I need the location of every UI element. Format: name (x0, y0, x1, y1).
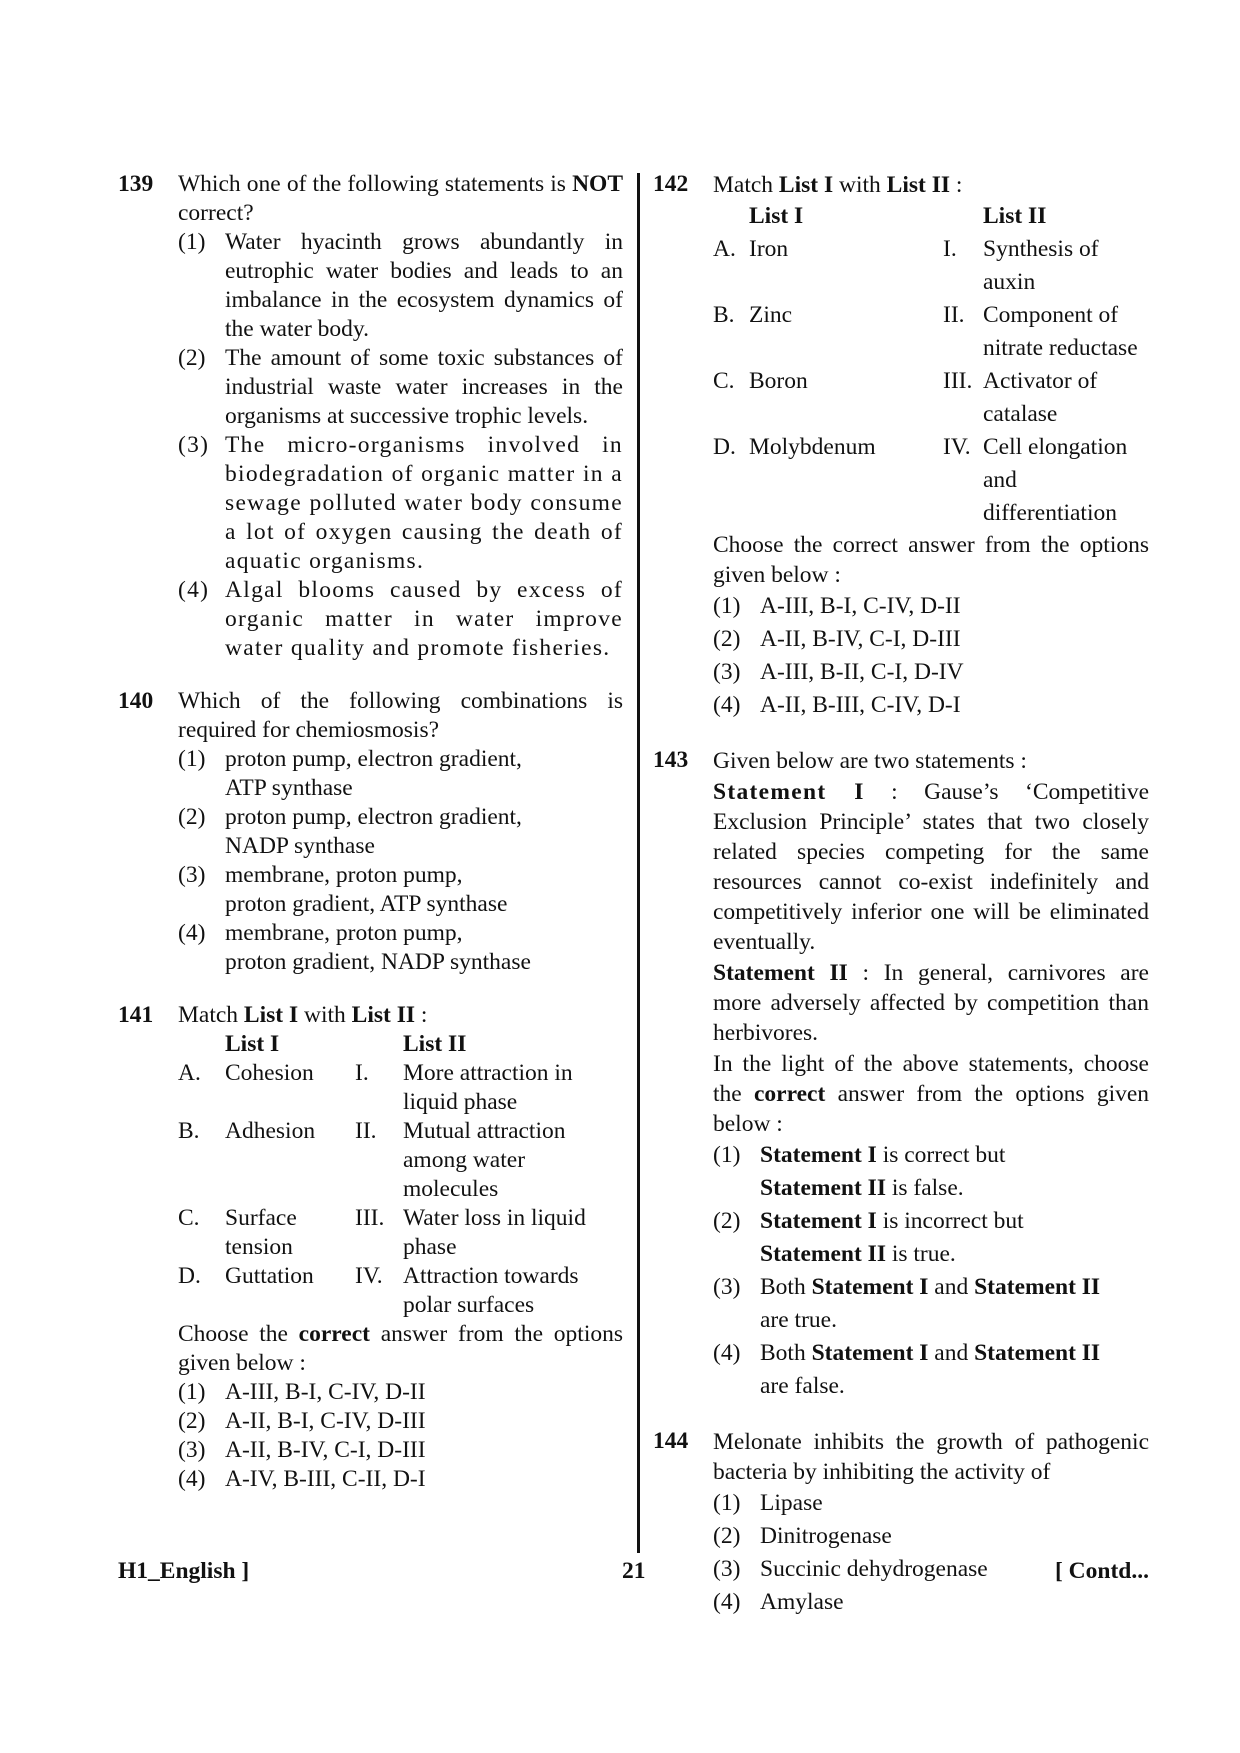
option-2[interactable]: (2) A-II, B-IV, C-I, D-III (713, 626, 961, 652)
option-1[interactable]: (1) Lipase (713, 1490, 823, 1516)
option-3[interactable]: (3) Succinic dehydrogenase (713, 1556, 988, 1582)
footer-booklet-code: H1_English ] (118, 1558, 250, 1584)
option-1[interactable]: (1) proton pump, electron gradient, ATP synthase (178, 746, 522, 801)
option-2[interactable]: (2) proton pump, electron gradient, NADP synthase (178, 804, 522, 859)
footer-page-number: 21 (622, 1558, 646, 1584)
question-number: 144 (653, 1428, 689, 1454)
option-2[interactable]: (2) Dinitrogenase (713, 1523, 892, 1549)
list-2-header: List II (403, 1031, 467, 1057)
list-1-header: List I (225, 1031, 280, 1057)
option-3[interactable]: (3) A-III, B-II, C-I, D-IV (713, 659, 964, 685)
option-2[interactable]: (2) Statement I is incorrect but Statement II is true. (713, 1208, 1024, 1267)
question-144 (653, 1427, 1149, 1619)
question-number: 141 (118, 1002, 154, 1028)
option-3[interactable]: (3) Both Statement I and Statement II are true. (713, 1274, 1101, 1333)
question-stem: Given below are two statements : (713, 748, 1027, 774)
question-number: 139 (118, 171, 154, 197)
choose-instruction: Choose the correct answer from the options given below : (713, 532, 1149, 588)
option-4[interactable]: (4) Algal blooms caused by excess of organic matter in water improve water quality and promote fisheries. (178, 577, 623, 661)
match-table: List I List II A. Cohesion I. More attraction in liquid phase B. Adhesion II. Mutual attraction among water molecules C. Surface tension III. Water loss in liquid phase D. Guttation IV. Attraction towards polar surfaces (178, 1030, 623, 1320)
option-4[interactable]: (4) A-IV, B-III, C-II, D-I (178, 1466, 426, 1492)
option-3[interactable]: (3) membrane, proton pump, proton gradient, ATP synthase (178, 862, 508, 917)
question-stem: Match List I with List II : (713, 172, 963, 198)
question-stem: Which of the following combinations is required for chemiosmosis? (178, 688, 623, 743)
option-2[interactable]: (2) A-II, B-I, C-IV, D-III (178, 1408, 426, 1434)
question-143 (653, 746, 1149, 1403)
match-table: List I List II A. Iron I. Synthesis of auxin B. Zinc II. Component of nitrate reductase C. Boron III. Activator of catalase D. Molybdenum IV. Cell elongation and differentiation (713, 200, 1149, 530)
question-number: 140 (118, 688, 154, 714)
option-1[interactable]: (1) A-III, B-I, C-IV, D-II (713, 593, 961, 619)
question-stem: Which one of the following statements is NOT correct? (178, 171, 623, 226)
question-stem: Match List I with List II : (178, 1002, 428, 1028)
column-divider (637, 173, 640, 1553)
footer-continued: [ Contd... (1054, 1558, 1149, 1584)
question-number: 142 (653, 171, 689, 197)
question-141 (118, 1001, 623, 1494)
question-139 (118, 170, 623, 663)
statement-1: Statement I : Gause’s ‘Competitive Exclusion Principle’ states that two closely related species competing for the same resources cannot co-exist indefinitely and competitively inferior one will be eliminated eventually. (713, 779, 1149, 955)
statement-2: Statement II : In general, carnivores are more adversely affected by competition than herbivores. (713, 960, 1149, 1046)
option-2[interactable]: (2) The amount of some toxic substances of industrial waste water increases in the organisms at successive trophic levels. (178, 345, 623, 429)
list-1-header: List I (749, 203, 804, 229)
choose-instruction: Choose the correct answer from the options given below : (178, 1321, 623, 1376)
option-3[interactable]: (3) The micro-organisms involved in biodegradation of organic matter in a sewage polluted water body consume a lot of oxygen causing the death of aquatic organisms. (178, 432, 623, 574)
question-number: 143 (653, 747, 689, 773)
option-1[interactable]: (1) A-III, B-I, C-IV, D-II (178, 1379, 426, 1405)
choose-instruction: In the light of the above statements, choose the correct answer from the options given below : (713, 1051, 1150, 1137)
option-1[interactable]: (1) Water hyacinth grows abundantly in eutrophic water bodies and leads to an imbalance in the ecosystem dynamics of the water body. (178, 229, 623, 342)
option-1[interactable]: (1) Statement I is correct but Statement II is false. (713, 1142, 1006, 1201)
option-4[interactable]: (4) Both Statement I and Statement II are false. (713, 1340, 1101, 1399)
option-4[interactable]: (4) A-II, B-III, C-IV, D-I (713, 692, 961, 718)
option-4[interactable]: (4) Amylase (713, 1589, 844, 1615)
question-stem: Melonate inhibits the growth of pathogenic bacteria by inhibiting the activity of (713, 1429, 1149, 1485)
option-3[interactable]: (3) A-II, B-IV, C-I, D-III (178, 1437, 426, 1463)
left-column (118, 170, 623, 1494)
question-140 (118, 687, 623, 977)
right-column (653, 170, 1149, 1619)
list-2-header: List II (983, 203, 1047, 229)
option-4[interactable]: (4) membrane, proton pump, proton gradient, NADP synthase (178, 920, 531, 975)
question-142 (653, 170, 1149, 722)
